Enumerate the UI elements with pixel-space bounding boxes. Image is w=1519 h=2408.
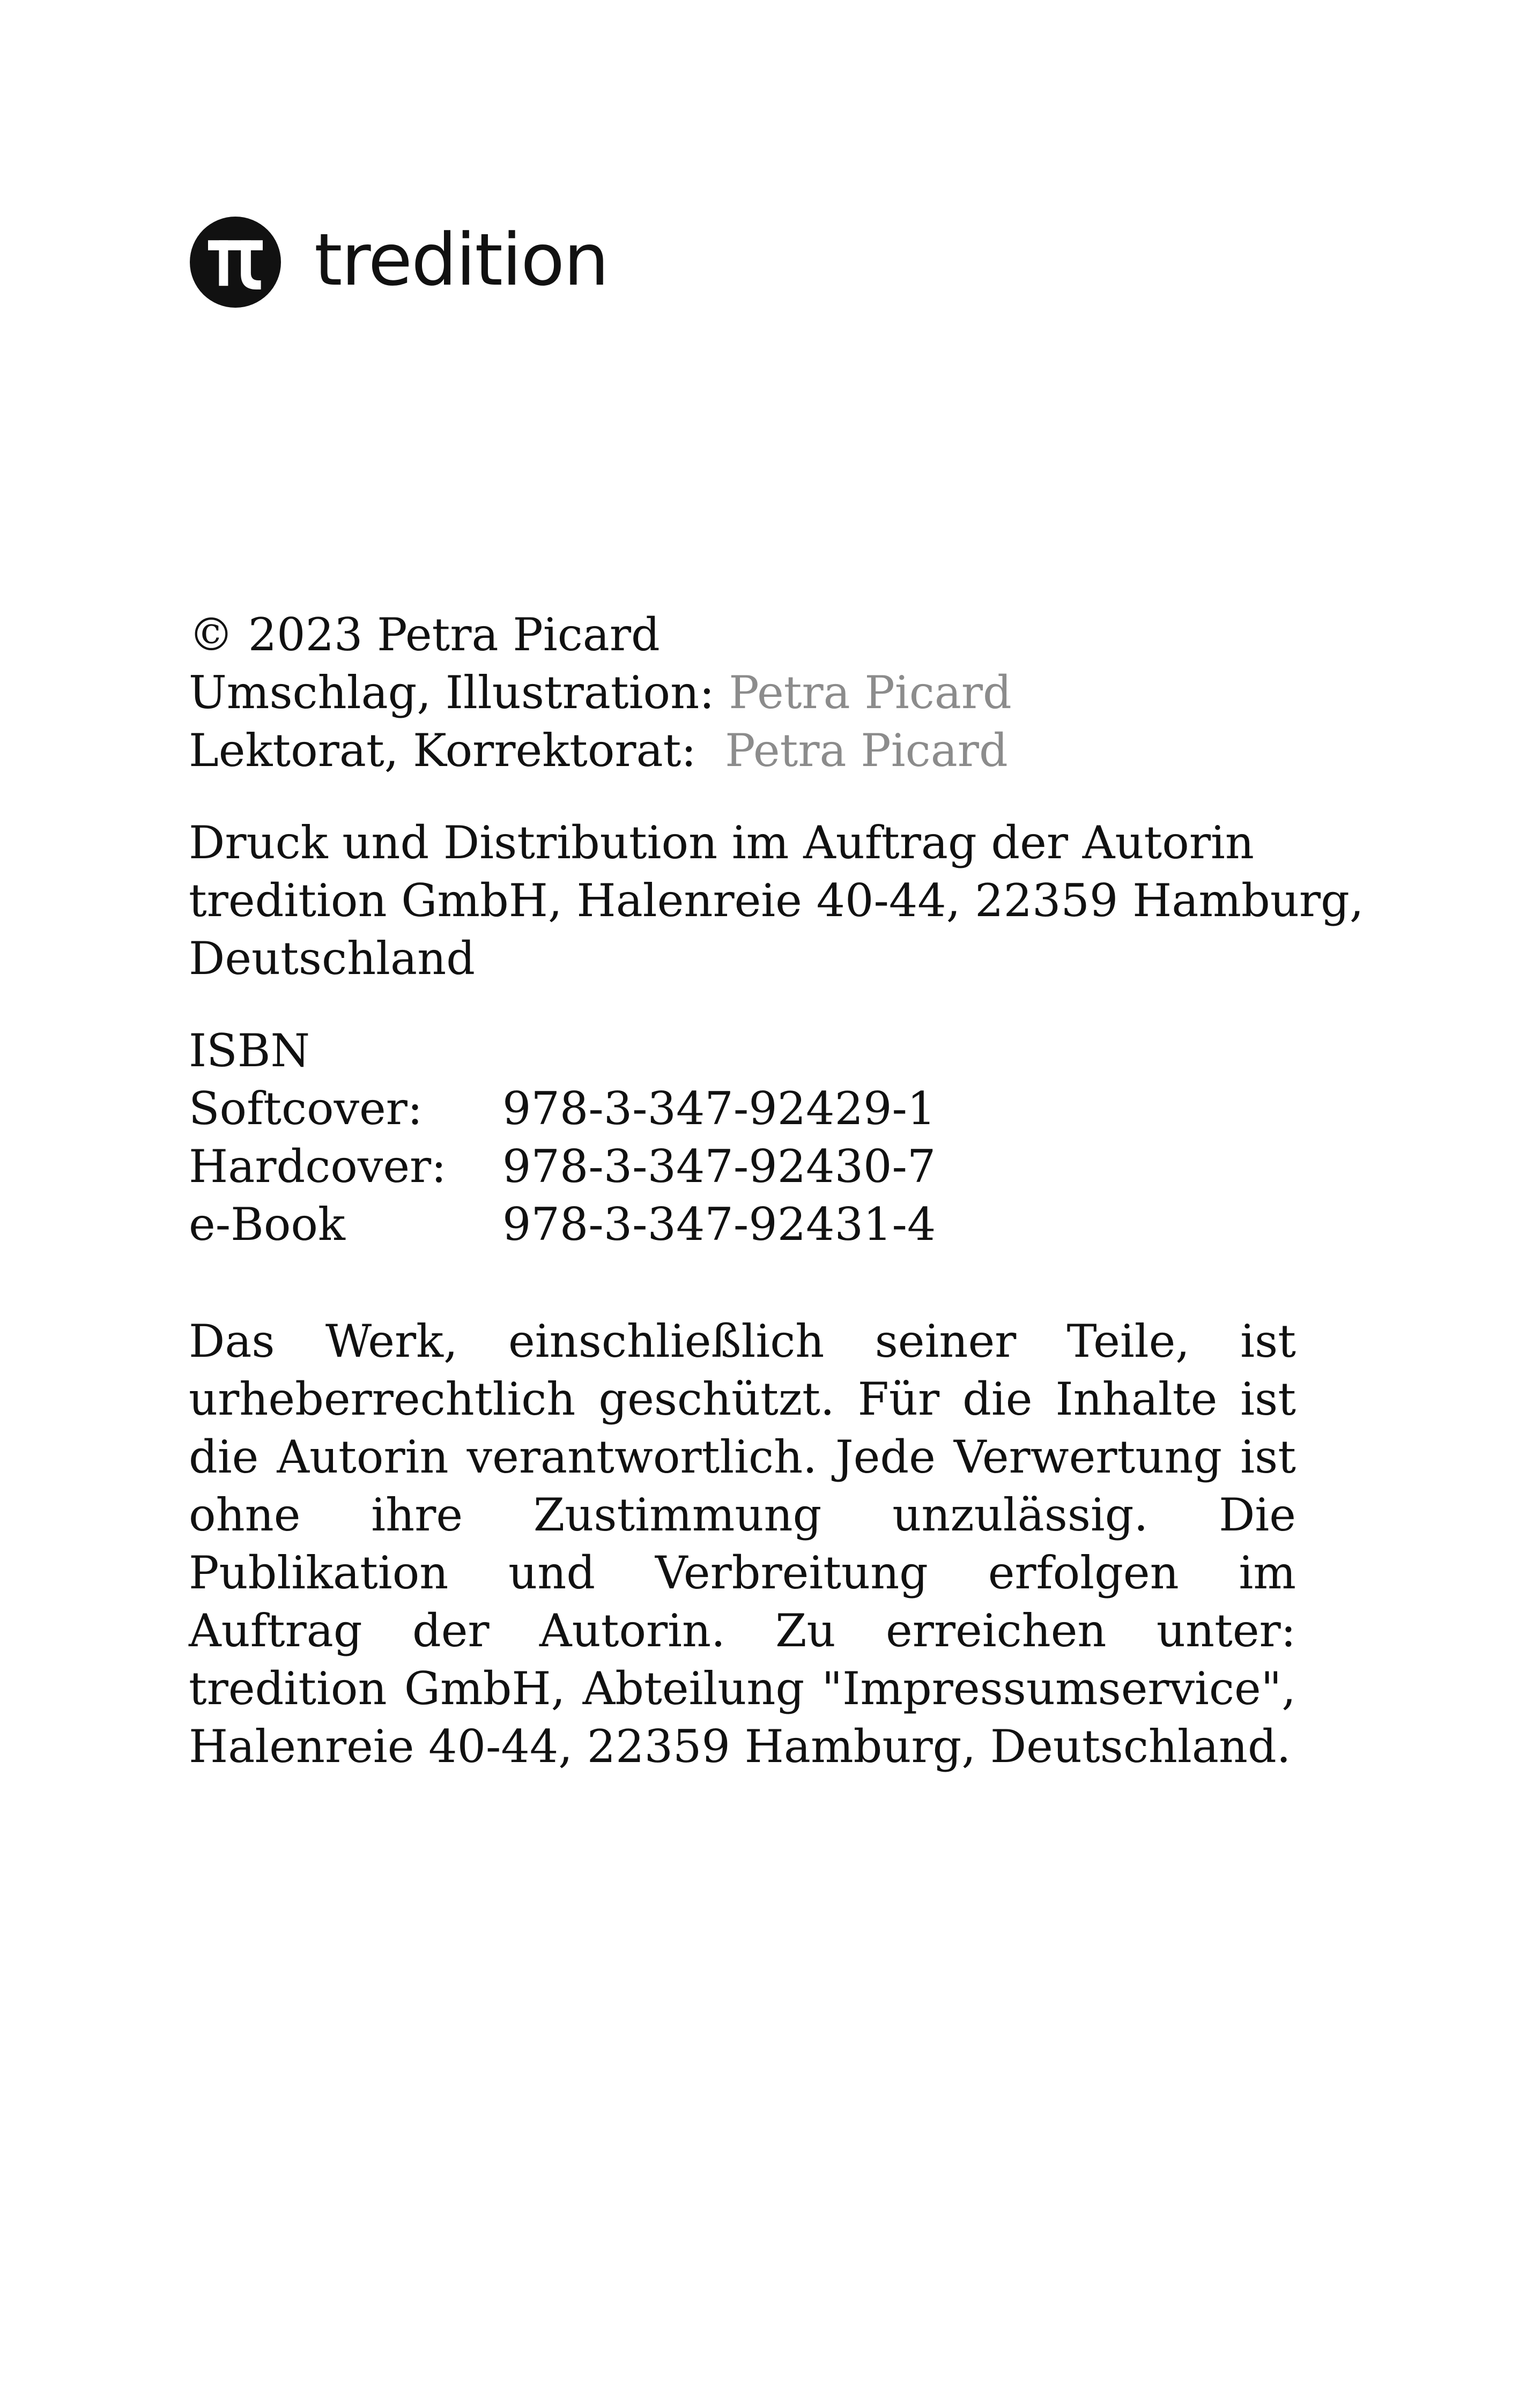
imprint-content [189,606,1364,1820]
editing-credit-label: Lektorat, Korrektorat: [189,724,696,777]
logo-text: tredition [314,218,609,302]
isbn-row-ebook [189,1195,1296,1253]
publisher-logo [190,217,608,308]
isbn-value: 978-3-347-92429-1 [502,1082,936,1135]
cover-credit-value: Petra Picard [729,666,1012,719]
isbn-row-softcover [189,1080,1296,1138]
cover-credit-label: Umschlag, Illustration: [189,666,715,719]
isbn-value: 978-3-347-92430-7 [502,1140,936,1193]
credits-block [189,606,1296,779]
editing-credit-line [189,722,1296,779]
isbn-heading: ISBN [189,1024,310,1077]
isbn-row-hardcover [189,1138,1296,1195]
isbn-block [189,1022,1296,1253]
isbn-label: Hardcover: [189,1140,447,1193]
editing-credit-value: Petra Picard [725,724,1008,777]
isbn-label: Softcover: [189,1082,423,1135]
tredition-logo-icon [190,217,281,308]
copyright-line: © 2023 Petra Picard [189,608,660,661]
distribution-line-1: Druck und Distribution im Auftrag der Autorin [189,816,1254,869]
distribution-line-3: Deutschland [189,932,475,985]
isbn-value: 978-3-347-92431-4 [502,1198,936,1251]
cover-credit-line [189,664,1296,722]
isbn-label: e-Book [189,1198,345,1251]
distribution-line-2: tredition GmbH, Halenreie 40-44, 22359 Hamburg, [189,874,1364,927]
legal-notice: Das Werk, einschließlich seiner Teile, ist urheberrechtlich geschützt. Für die Inhalte ist die Autorin verantwortlich. Jede Verwertung ist ohne ihre Zustimmung unzulässig. Die Publikation und Verbreitung erfolgen im Auftrag der Autorin. Zu erreichen unter: tredition GmbH, Abteilung "Impressumservice", Halenreie 40-44, 22359 Hamburg, Deutschland. [189,1315,1296,1773]
distribution-block [189,814,1364,987]
